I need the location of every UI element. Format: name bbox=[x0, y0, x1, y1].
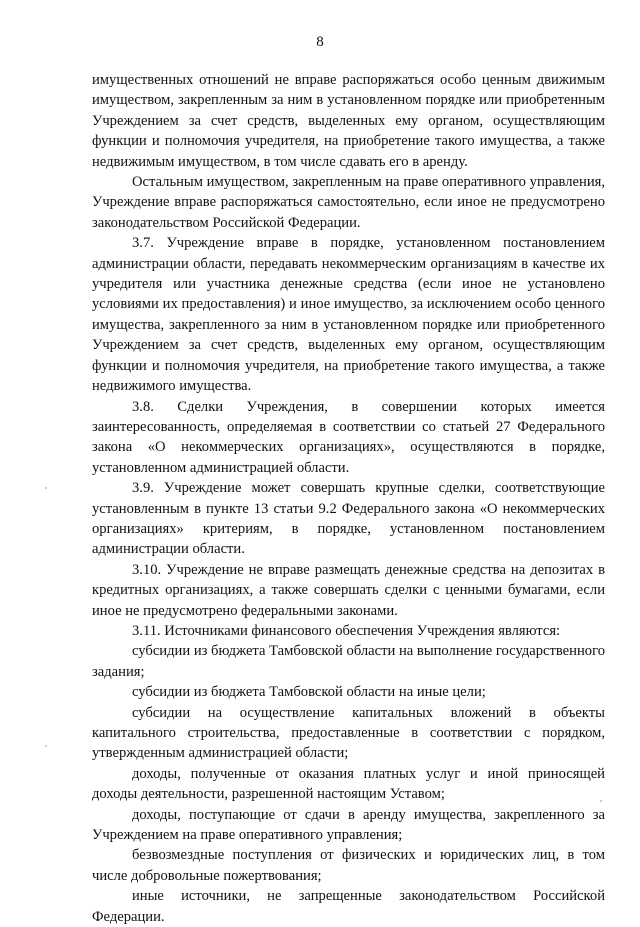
funding-source-item: субсидии на осуществление капитальных вложений в объекты капитального строительства, предоставленные в соответствии с порядком, утвержденным администрацией области; bbox=[92, 704, 605, 762]
funding-source-item: доходы, поступающие от сдачи в аренду имущества, закрепленного за Учреждением на праве оперативного управления; bbox=[92, 806, 605, 844]
funding-source-item: безвозмездные поступления от физических и юридических лиц, в том числе добровольные пожертвования; bbox=[92, 847, 605, 884]
page-number: 8 bbox=[316, 34, 324, 50]
clause-3-11: 3.11. Источниками финансового обеспечения Учреждения являются: bbox=[132, 622, 561, 639]
clause-3-10: 3.10. Учреждение не вправе размещать денежные средства на депозитах в кредитных организациях, а также совершать сделки с ценными бумагами, если иное не предусмотрено федеральными законами. bbox=[92, 561, 605, 619]
funding-source-item: субсидии из бюджета Тамбовской области на иные цели; bbox=[132, 684, 486, 701]
document-body bbox=[92, 70, 605, 927]
scan-speck bbox=[45, 745, 47, 747]
funding-source-item: доходы, полученные от оказания платных услуг и иной приносящей доходы деятельности, разрешенной настоящим Уставом; bbox=[92, 765, 605, 803]
paragraph: имущественных отношений не вправе распоряжаться особо ценным движимым имуществом, закрепленным за ним в установленном порядке или приобретенным Учреждением за счет средств, выделенных ему органом, осуществляющим функции и полномочия учредителя, на приобретение такого имущества, а также недвижимым имуществом, в том числе сдавать его в аренду. bbox=[92, 72, 605, 170]
funding-source-item: субсидии из бюджета Тамбовской области на выполнение государственного задания; bbox=[92, 643, 605, 680]
clause-3-8: 3.8. Сделки Учреждения, в совершении которых имеется заинтересованность, определяемая в соответствии со статьей 27 Федерального закона «О некоммерческих организациях», осуществляются в порядке, установленном администрацией области. bbox=[92, 398, 605, 476]
paragraph: Остальным имуществом, закрепленным на праве оперативного управления, Учреждение вправе распоряжаться самостоятельно, если иное не предусмотрено законодательством Российской Федерации. bbox=[92, 174, 605, 231]
scan-speck bbox=[600, 800, 602, 802]
funding-source-item: иные источники, не запрещенные законодательством Российской Федерации. bbox=[92, 888, 605, 925]
clause-3-9: 3.9. Учреждение может совершать крупные сделки, соответствующие установленным в пункте 13 статьи 9.2 Федерального закона «О некоммерческих организациях» критериям, в порядке, установленном постановлением администрации области. bbox=[92, 480, 605, 558]
scan-speck bbox=[45, 487, 47, 489]
clause-3-7: 3.7. Учреждение вправе в порядке, установленном постановлением администрации области, передавать некоммерческим организациям в качестве их учредителя или участника денежные средства (если иное не установлено условиями их предоставления) и иное имущество, за исключением особо ценного имущества, закрепленного за ним в установленном порядке или приобретенного Учреждением за счет средств, выделенных ему органом, осуществляющим функции и полномочия учредителя, на приобретение такого имущества, а также недвижимого имущества. bbox=[92, 235, 605, 395]
